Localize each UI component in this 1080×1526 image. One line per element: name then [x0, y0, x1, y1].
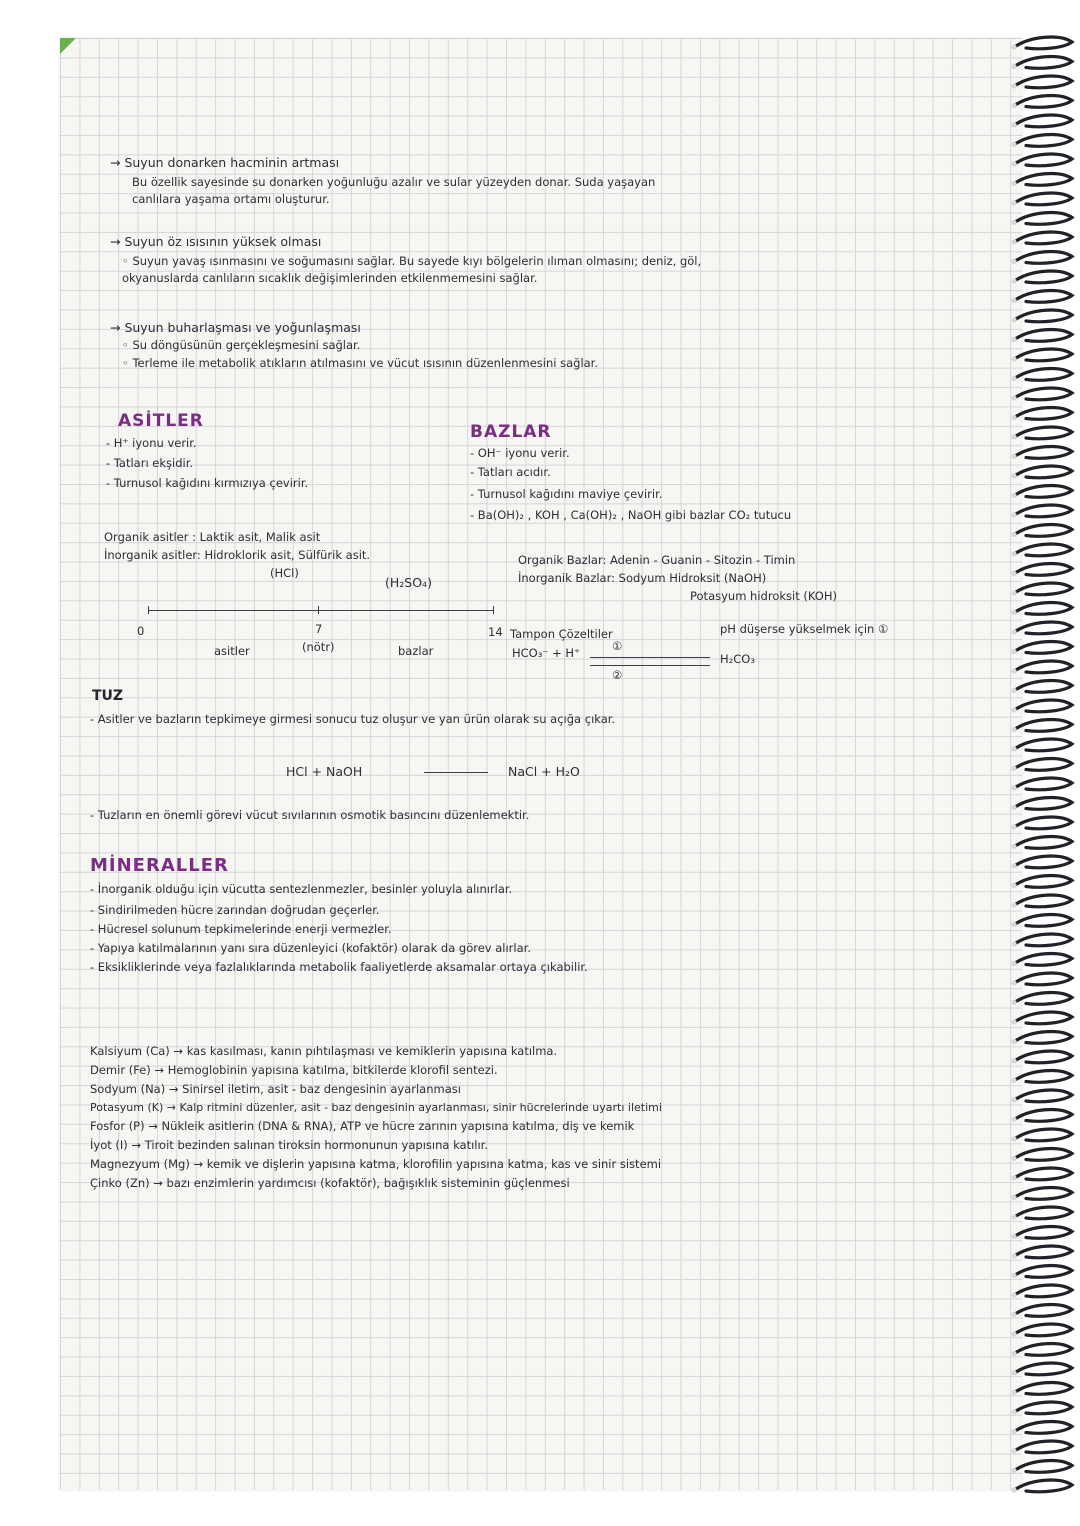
spiral-coil [1016, 856, 1072, 868]
spiral-coil [1016, 642, 1072, 654]
spiral-coil [1016, 1461, 1072, 1473]
spiral-coil [1016, 1402, 1072, 1414]
binding-hole [1011, 610, 1016, 615]
binding-hole [1011, 415, 1016, 420]
binding-hole [1011, 1136, 1016, 1141]
binding-hole [1011, 746, 1016, 751]
spiral-coil [1016, 934, 1072, 946]
binding-hole [1011, 1448, 1016, 1453]
spiral-coil [1016, 720, 1072, 732]
spiral-coil [1016, 544, 1072, 556]
ph-tick-zero [148, 606, 149, 614]
binding-hole [1011, 1429, 1016, 1434]
binding-hole [1011, 278, 1016, 283]
spiral-coil [1016, 154, 1072, 166]
water-item-3-line-1: ◦ Su döngüsünün gerçekleşmesini sağlar. [122, 338, 361, 352]
binding-hole [1011, 571, 1016, 576]
spiral-coil [1016, 291, 1072, 303]
spiral-coil [1016, 37, 1072, 49]
mineral-iron: Demir (Fe) → Hemoglobinin yapısına katılma, bitkilerde klorofil sentezi. [90, 1063, 498, 1077]
water-item-3-line-2: ◦ Terleme ile metabolik atıkların atılmasını ve vücut ısısının düzenlenmesini sağlar. [122, 356, 599, 370]
binding-hole [1011, 1409, 1016, 1414]
spiral-coil [1016, 57, 1072, 69]
binding-hole [1011, 103, 1016, 108]
buffer-arrow-1-label: ① [612, 639, 623, 653]
spiral-coil [1016, 583, 1072, 595]
binding-hole [1011, 1370, 1016, 1375]
binding-hole [1011, 1273, 1016, 1278]
bases-heading: BAZLAR [470, 422, 552, 442]
spiral-binding [1002, 30, 1080, 1500]
binding-hole [1011, 161, 1016, 166]
binding-hole [1011, 512, 1016, 517]
spiral-coil [1016, 330, 1072, 342]
binding-hole [1011, 259, 1016, 264]
spiral-coil [1016, 778, 1072, 790]
spiral-coil [1016, 993, 1072, 1005]
binding-hole [1011, 668, 1016, 673]
buffer-note: pH düşerse yükselmek için ① [720, 622, 889, 636]
spiral-coil [1016, 1110, 1072, 1122]
binding-hole [1011, 298, 1016, 303]
spiral-coil [1016, 1227, 1072, 1239]
minerals-item-2: - Sindirilmeden hücre zarından doğrudan geçerler. [90, 903, 380, 917]
spiral-coil [1016, 1071, 1072, 1083]
binding-hole [1011, 629, 1016, 634]
inorganic-bases: İnorganik Bazlar: Sodyum Hidroksit (NaOH) [518, 571, 767, 585]
binding-hole [1011, 902, 1016, 907]
binding-hole [1011, 317, 1016, 322]
salt-line-2: - Tuzların en önemli görevi vücut sıvılarının osmotik basıncını düzenlemektir. [90, 808, 530, 822]
binding-hole [1011, 64, 1016, 69]
minerals-item-1: - İnorganik olduğu için vücutta sentezlenmezler, besinler yoluyla alınırlar. [90, 882, 513, 896]
spiral-coil [1016, 681, 1072, 693]
ph-seven-label: 7 [315, 622, 323, 636]
binding-hole [1011, 1019, 1016, 1024]
binding-hole [1011, 1058, 1016, 1063]
water-item-2-line-2: okyanuslarda canlıların sıcaklık değişimlerinden etkilenmemesini sağlar. [122, 271, 538, 285]
spiral-coil [1016, 271, 1072, 283]
spiral-coil [1016, 915, 1072, 927]
spiral-coil [1016, 1207, 1072, 1219]
binding-hole [1011, 1097, 1016, 1102]
spiral-coil [1016, 232, 1072, 244]
binding-hole [1011, 824, 1016, 829]
binding-hole [1011, 1195, 1016, 1200]
ph-fourteen-label: 14 [488, 625, 503, 639]
spiral-coil [1016, 525, 1072, 537]
binding-hole [1011, 766, 1016, 771]
spiral-coil [1016, 1051, 1072, 1063]
ph-zero-label: 0 [137, 624, 145, 638]
page-corner-tab [60, 38, 76, 54]
minerals-item-4: - Yapıya katılmalarının yanı sıra düzenleyici (kofaktör) olarak da görev alırlar. [90, 941, 531, 955]
acids-heading: ASİTLER [118, 411, 204, 431]
binding-hole [1011, 1078, 1016, 1083]
spiral-coil [1016, 1305, 1072, 1317]
spiral-coil [1016, 817, 1072, 829]
binding-hole [1011, 181, 1016, 186]
binding-hole [1011, 1039, 1016, 1044]
ph-scale-line [148, 610, 493, 611]
ph-tick-seven [318, 606, 319, 614]
spiral-coil [1016, 895, 1072, 907]
binding-hole [1011, 688, 1016, 693]
spiral-coil [1016, 1012, 1072, 1024]
potassium-hydroxide: Potasyum hidroksit (KOH) [690, 589, 837, 603]
binding-hole [1011, 44, 1016, 49]
salt-heading: TUZ [92, 688, 124, 704]
buffer-back-arrow [590, 665, 710, 666]
spiral-coil [1016, 1383, 1072, 1395]
spiral-coil [1016, 1480, 1072, 1492]
spiral-coil [1016, 1168, 1072, 1180]
water-item-1-line-1: Bu özellik sayesinde su donarken yoğunluğu azalır ve sular yüzeyden donar. Suda yaşayan [132, 175, 656, 189]
spiral-coil [1016, 135, 1072, 147]
mineral-zinc: Çinko (Zn) → bazı enzimlerin yardımcısı (kofaktör), bağışıklık sisteminin güçlenmesi [90, 1176, 570, 1190]
binding-hole [1011, 1175, 1016, 1180]
mineral-iodine: İyot (I) → Tiroit bezinden salınan tiroksin hormonunun yapısına katılır. [90, 1138, 489, 1152]
spiral-coil [1016, 96, 1072, 108]
salt-line-1: - Asitler ve bazların tepkimeye girmesi sonucu tuz oluşur ve yan ürün olarak su açığa çıkar. [90, 712, 616, 726]
binding-hole [1011, 727, 1016, 732]
spiral-coil [1016, 505, 1072, 517]
binding-hole [1011, 844, 1016, 849]
salt-reaction-left: HCl + NaOH [286, 764, 363, 779]
mineral-phosphorus: Fosfor (P) → Nükleik asitlerin (DNA & RNA), ATP ve hücre zarının yapısına katılma, diş ve kemik [90, 1119, 635, 1133]
binding-hole [1011, 1312, 1016, 1317]
binding-hole [1011, 941, 1016, 946]
spiral-coil [1016, 1266, 1072, 1278]
spiral-coil [1016, 1285, 1072, 1297]
binding-hole [1011, 1253, 1016, 1258]
spiral-coil [1016, 759, 1072, 771]
buffer-forward-arrow [590, 657, 710, 658]
binding-hole [1011, 83, 1016, 88]
binding-hole [1011, 1390, 1016, 1395]
spiral-coil [1016, 837, 1072, 849]
water-item-1-line-2: canlılara yaşama ortamı oluşturur. [132, 192, 330, 206]
buffer-right: H₂CO₃ [720, 652, 755, 666]
ph-neutral-label: (nötr) [302, 640, 335, 654]
binding-hole [1011, 376, 1016, 381]
binding-hole [1011, 122, 1016, 127]
binding-hole [1011, 200, 1016, 205]
spiral-coil [1016, 1324, 1072, 1336]
binding-hole [1011, 649, 1016, 654]
binding-hole [1011, 863, 1016, 868]
h2so4-formula: (H₂SO₄) [385, 575, 432, 590]
binding-hole [1011, 239, 1016, 244]
spiral-coil [1016, 564, 1072, 576]
water-item-1-title: → Suyun donarken hacminin artması [110, 155, 340, 170]
spiral-coil [1016, 1363, 1072, 1375]
binding-hole [1011, 551, 1016, 556]
spiral-coil [1016, 213, 1072, 225]
spiral-coil [1016, 427, 1072, 439]
spiral-coil [1016, 193, 1072, 205]
buffer-arrow-2-label: ② [612, 668, 623, 682]
water-item-3-title: → Suyun buharlaşması ve yoğunlaşması [110, 320, 361, 335]
binding-hole [1011, 980, 1016, 985]
binding-hole [1011, 707, 1016, 712]
spiral-coil [1016, 369, 1072, 381]
binding-hole [1011, 785, 1016, 790]
spiral-coil [1016, 973, 1072, 985]
binding-hole [1011, 922, 1016, 927]
binding-hole [1011, 1468, 1016, 1473]
spiral-coil [1016, 661, 1072, 673]
binding-hole [1011, 805, 1016, 810]
bases-item-3: - Turnusol kağıdını maviye çevirir. [470, 487, 663, 501]
minerals-heading: MİNERALLER [90, 855, 229, 876]
minerals-item-5: - Eksikliklerinde veya fazlalıklarında metabolik faaliyetlerde aksamalar ortaya çıkabilir. [90, 960, 588, 974]
binding-hole [1011, 473, 1016, 478]
binding-hole [1011, 454, 1016, 459]
bases-item-2: - Tatları acıdır. [470, 465, 551, 479]
spiral-coil [1016, 622, 1072, 634]
binding-hole [1011, 1214, 1016, 1219]
spiral-coil [1016, 1129, 1072, 1141]
spiral-coil [1016, 700, 1072, 712]
spiral-coil [1016, 1188, 1072, 1200]
binding-hole [1011, 1331, 1016, 1336]
binding-hole [1011, 1292, 1016, 1297]
binding-hole [1011, 590, 1016, 595]
spiral-coil [1016, 954, 1072, 966]
spiral-coil [1016, 1441, 1072, 1453]
mineral-calcium: Kalsiyum (Ca) → kas kasılması, kanın pıhtılaşması ve kemiklerin yapısına katılma. [90, 1044, 558, 1058]
binding-hole [1011, 1000, 1016, 1005]
spiral-coil [1016, 408, 1072, 420]
salt-reaction-arrow [424, 772, 488, 773]
binding-hole [1011, 1117, 1016, 1122]
spiral-coil [1016, 739, 1072, 751]
water-item-2-title: → Suyun öz ısısının yüksek olması [110, 234, 322, 249]
spiral-coil [1016, 876, 1072, 888]
binding-hole [1011, 493, 1016, 498]
binding-hole [1011, 961, 1016, 966]
spiral-coil [1016, 603, 1072, 615]
spiral-coil [1016, 466, 1072, 478]
spiral-coil [1016, 76, 1072, 88]
organic-bases: Organik Bazlar: Adenin - Guanin - Sitozin - Timin [518, 553, 796, 567]
spiral-coil [1016, 1246, 1072, 1258]
buffer-left: HCO₃⁻ + H⁺ [512, 646, 581, 660]
acids-item-1: - H⁺ iyonu verir. [106, 436, 197, 450]
binding-hole [1011, 337, 1016, 342]
spiral-coil [1016, 1090, 1072, 1102]
binding-hole [1011, 1234, 1016, 1239]
spiral-coil [1016, 388, 1072, 400]
spiral-coil [1016, 1422, 1072, 1434]
buffer-title: Tampon Çözeltiler [510, 627, 613, 641]
ph-acids-label: asitler [214, 644, 250, 658]
hcl-formula: (HCl) [270, 566, 299, 580]
spiral-coil [1016, 486, 1072, 498]
water-item-2-line-1: ◦ Suyun yavaş ısınmasını ve soğumasını sağlar. Bu sayede kıyı bölgelerin ılıman olmasını; deniz, göl, [122, 254, 702, 268]
spiral-coil [1016, 252, 1072, 264]
binding-hole [1011, 1351, 1016, 1356]
acids-item-3: - Turnusol kağıdını kırmızıya çevirir. [106, 476, 309, 490]
organic-acids: Organik asitler : Laktik asit, Malik asit [104, 530, 321, 544]
binding-hole [1011, 356, 1016, 361]
spiral-coil [1016, 310, 1072, 322]
mineral-potassium: Potasyum (K) → Kalp ritmini düzenler, asit - baz dengesinin ayarlanması, sinir hücrelerinde uyartı iletimi [90, 1101, 662, 1114]
bases-item-4: - Ba(OH)₂ , KOH , Ca(OH)₂ , NaOH gibi bazlar CO₂ tutucu [470, 508, 792, 522]
spiral-coil [1016, 174, 1072, 186]
binding-hole [1011, 1156, 1016, 1161]
spiral-coil [1016, 798, 1072, 810]
mineral-magnesium: Magnezyum (Mg) → kemik ve dişlerin yapısına katma, klorofilin yapısına katma, kas ve sinir sistemi [90, 1157, 662, 1171]
mineral-sodium: Sodyum (Na) → Sinirsel iletim, asit - baz dengesinin ayarlanması [90, 1082, 461, 1096]
bases-item-1: - OH⁻ iyonu verir. [470, 446, 570, 460]
binding-hole [1011, 142, 1016, 147]
binding-hole [1011, 434, 1016, 439]
spiral-coil [1016, 1032, 1072, 1044]
minerals-item-3: - Hücresel solunum tepkimelerinde enerji vermezler. [90, 922, 392, 936]
spiral-coil [1016, 1344, 1072, 1356]
binding-hole [1011, 220, 1016, 225]
inorganic-acids: İnorganik asitler: Hidroklorik asit, Sülfürik asit. [104, 548, 371, 562]
spiral-coil [1016, 447, 1072, 459]
spiral-coil [1016, 115, 1072, 127]
salt-reaction-right: NaCl + H₂O [508, 764, 580, 779]
acids-item-2: - Tatları ekşidir. [106, 456, 194, 470]
binding-hole [1011, 1487, 1016, 1492]
binding-hole [1011, 395, 1016, 400]
spiral-coil [1016, 349, 1072, 361]
ph-tick-fourteen [493, 606, 494, 614]
ph-bases-label: bazlar [398, 644, 434, 658]
spiral-coil [1016, 1149, 1072, 1161]
binding-hole [1011, 883, 1016, 888]
binding-hole [1011, 532, 1016, 537]
